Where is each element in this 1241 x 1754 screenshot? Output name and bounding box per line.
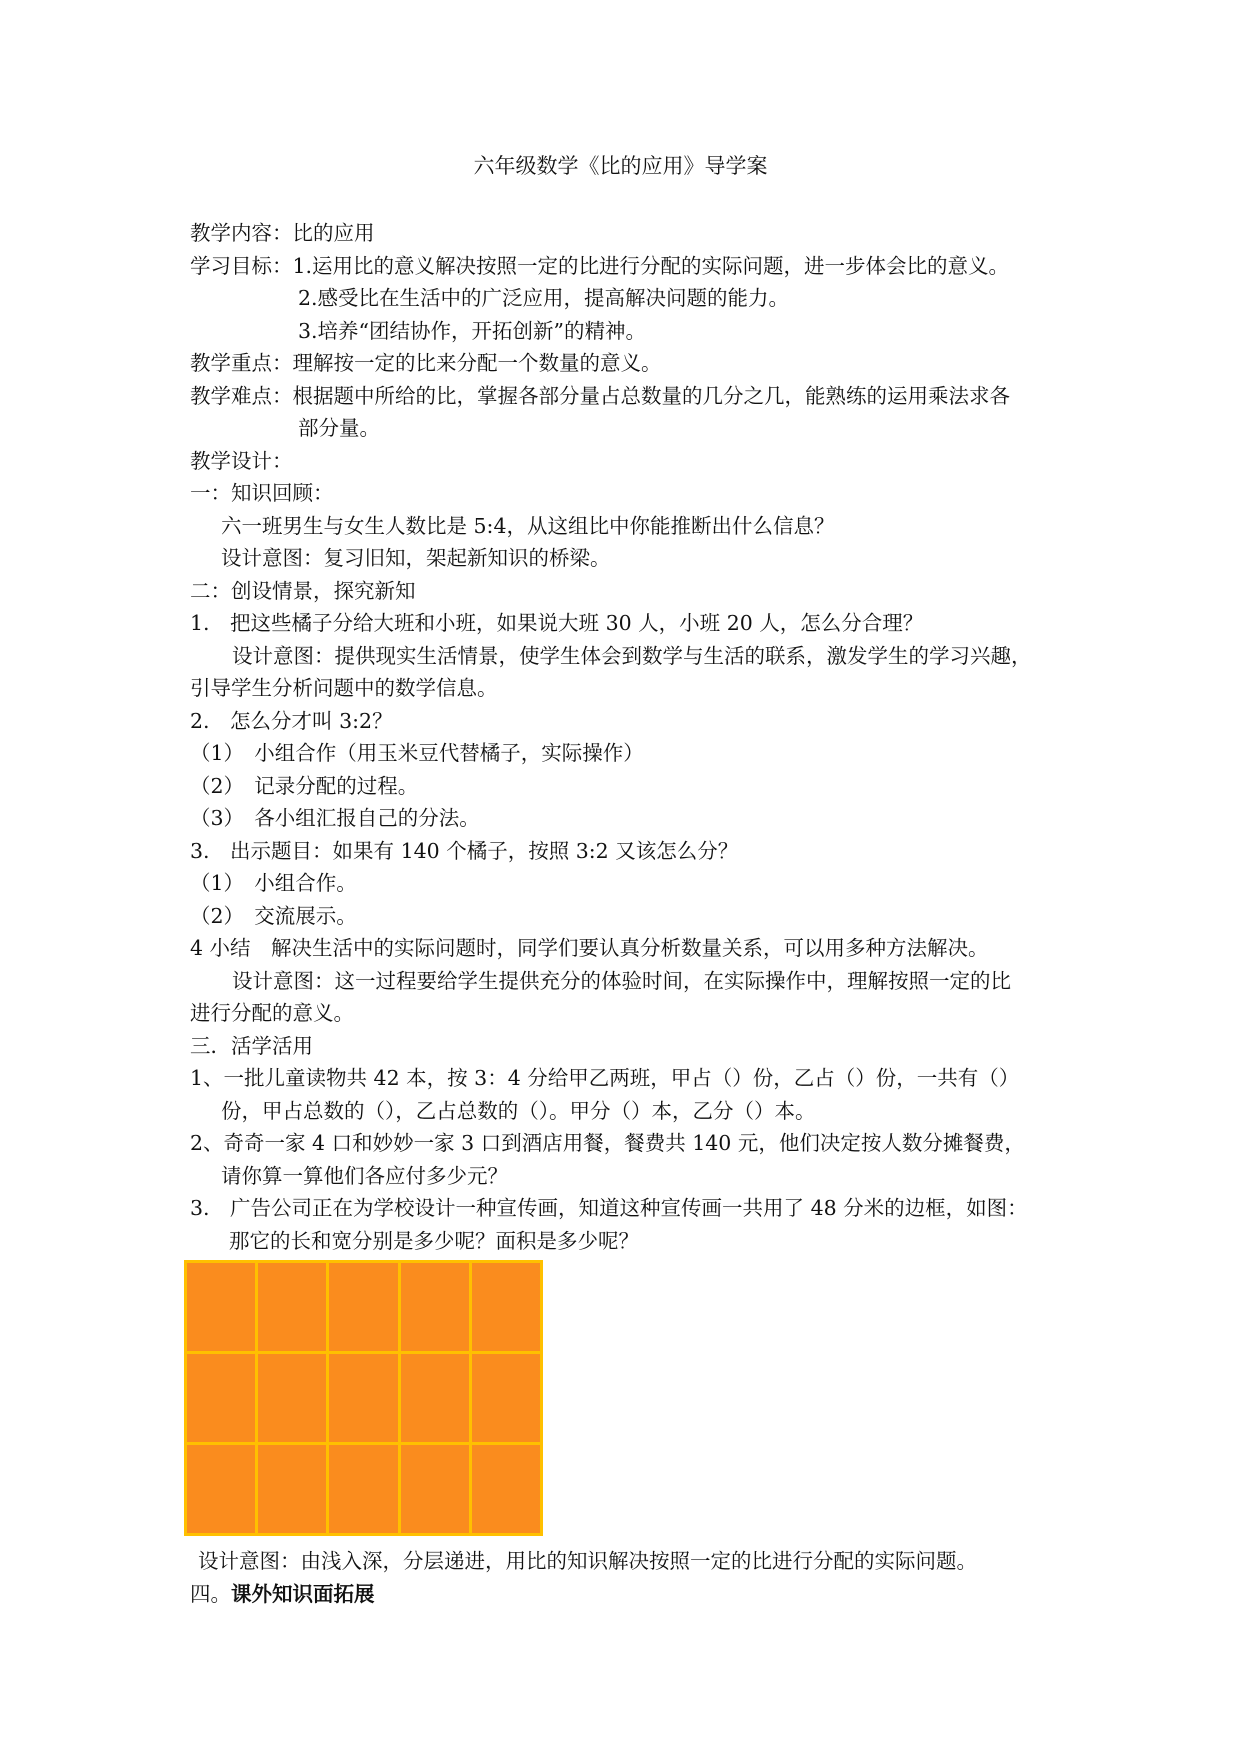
document-title: 六年级数学《比的应用》导学案 — [473, 154, 768, 178]
learning-goal-1: 学习目标：1.运用比的意义解决按照一定的比进行分配的实际问题，进一步体会比的意义。 — [190, 254, 1010, 278]
teaching-content: 教学内容：比的应用 — [190, 221, 375, 245]
teaching-difficulty: 教学难点：根据题中所给的比，掌握各部分量占总数量的几分之几，能熟练的运用乘法求各 — [190, 384, 1010, 408]
grid-cell — [401, 1263, 469, 1351]
teaching-design-heading: 教学设计： — [190, 449, 293, 473]
grid-cell — [472, 1354, 540, 1442]
item-2-2-sub-1: （1） 小组合作（用玉米豆代替橘子，实际操作） — [190, 741, 644, 765]
learning-goal-3: 3.培养“团结协作，开拓创新”的精神。 — [298, 319, 647, 343]
exercise-1: 1、一批儿童读物共 42 本，按 3：4 分给甲乙两班，甲占（）份，乙占（）份，一共有（） — [190, 1066, 1020, 1090]
design-intent-3: 设计意图：这一过程要给学生提供充分的体验时间，在实际操作中，理解按照一定的比 — [232, 969, 1011, 993]
grid-cell — [329, 1445, 397, 1533]
exercise-1-cont: 份，甲占总数的（），乙占总数的（）。甲分（）本，乙分（）本。 — [221, 1099, 816, 1123]
grid-cell — [401, 1354, 469, 1442]
exercise-3-cont: 那它的长和宽分别是多少呢？面积是多少呢？ — [229, 1229, 639, 1253]
grid-cell — [329, 1263, 397, 1351]
grid-cell — [472, 1445, 540, 1533]
section-4-number: 四。 — [190, 1582, 231, 1606]
item-2-2-sub-3: （3） 各小组汇报自己的分法。 — [190, 806, 480, 830]
exercise-2: 2、奇奇一家 4 口和妙妙一家 3 口到酒店用餐，餐费共 140 元，他们决定按人数分摊餐费， — [190, 1131, 1025, 1155]
item-2-4-summary: 4 小结 解决生活中的实际问题时，同学们要认真分析数量关系，可以用多种方法解决。 — [190, 936, 989, 960]
item-2-2-sub-2: （2） 记录分配的过程。 — [190, 774, 419, 798]
design-intent-1: 设计意图：复习旧知，架起新知识的桥梁。 — [221, 546, 611, 570]
section-4-title: 课外知识面拓展 — [231, 1582, 375, 1606]
design-intent-3-cont: 进行分配的意义。 — [190, 1001, 354, 1025]
review-question: 六一班男生与女生人数比是 5:4，从这组比中你能推断出什么信息？ — [221, 514, 835, 538]
item-2-3-sub-1: （1） 小组合作。 — [190, 871, 357, 895]
exercise-3: 3. 广告公司正在为学校设计一种宣传画，知道这种宣传画一共用了 48 分米的边框，如图： — [190, 1196, 1028, 1220]
learning-goal-2: 2.感受比在生活中的广泛应用，提高解决问题的能力。 — [298, 286, 790, 310]
exercise-2-cont: 请你算一算他们各应付多少元？ — [221, 1164, 508, 1188]
grid-cell — [401, 1445, 469, 1533]
grid-cell — [329, 1354, 397, 1442]
grid-cell — [258, 1263, 326, 1351]
design-intent-2-cont: 引导学生分析问题中的数学信息。 — [190, 676, 498, 700]
teaching-focus: 教学重点：理解按一定的比来分配一个数量的意义。 — [190, 351, 662, 375]
item-2-1: 1. 把这些橘子分给大班和小班，如果说大班 30 人，小班 20 人，怎么分合理？ — [190, 611, 924, 635]
item-2-2: 2. 怎么分才叫 3:2？ — [190, 709, 393, 733]
grid-cell — [258, 1445, 326, 1533]
section-1-heading: 一：知识回顾： — [190, 481, 334, 505]
grid-cell — [258, 1354, 326, 1442]
section-2-heading: 二：创设情景，探究新知 — [190, 579, 416, 603]
design-intent-4: 设计意图：由浅入深，分层递进，用比的知识解决按照一定的比进行分配的实际问题。 — [198, 1549, 977, 1573]
design-intent-2: 设计意图：提供现实生活情景，使学生体会到数学与生活的联系，激发学生的学习兴趣， — [232, 644, 1032, 668]
section-3-heading: 三．活学活用 — [190, 1034, 313, 1058]
grid-cell — [187, 1445, 255, 1533]
grid-cell — [187, 1263, 255, 1351]
grid-cell — [472, 1263, 540, 1351]
item-2-3: 3. 出示题目：如果有 140 个橘子，按照 3:2 又该怎么分？ — [190, 839, 739, 863]
poster-grid-figure — [184, 1260, 543, 1536]
teaching-difficulty-cont: 部分量。 — [298, 416, 380, 440]
section-4-heading — [190, 1580, 375, 1608]
grid-cell — [187, 1354, 255, 1442]
item-2-3-sub-2: （2） 交流展示。 — [190, 904, 357, 928]
